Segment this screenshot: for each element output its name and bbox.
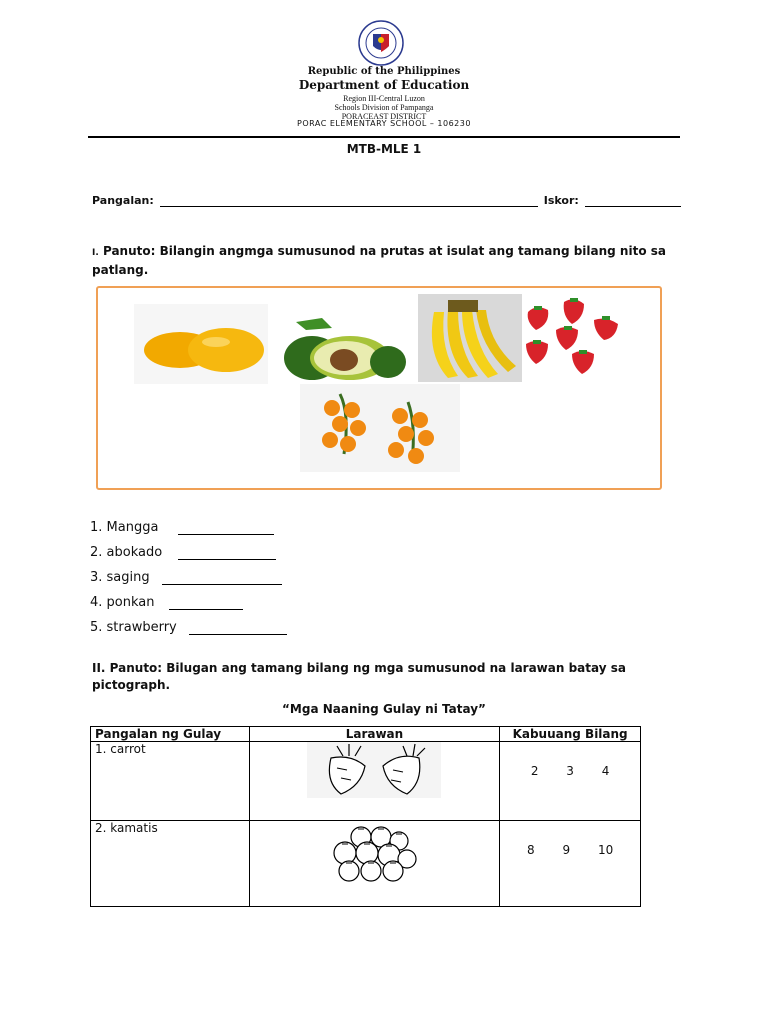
answer-choices [500, 821, 641, 907]
name-label: Pangalan: [92, 194, 154, 207]
choice-option[interactable]: 8 [527, 843, 535, 857]
answer-blank[interactable] [169, 597, 243, 610]
header-picture: Larawan [249, 727, 500, 742]
choice-option[interactable]: 10 [597, 843, 614, 857]
name-blank[interactable] [160, 195, 538, 207]
answer-blank[interactable] [178, 522, 274, 535]
answer-choices [500, 742, 641, 821]
part2-instruction: II. Panuto: Bilugan ang tamang bilang ng mga sumusunod na larawan batay sa pictograph. [92, 661, 626, 692]
choice-option[interactable]: 9 [562, 843, 571, 857]
banana-icon [418, 294, 522, 382]
district-line: PORACEAST DISTRICT [341, 112, 427, 121]
strawberry-icon [522, 294, 622, 382]
ponkan-icon [300, 384, 460, 472]
answer-blank[interactable] [189, 622, 287, 635]
list-item: 1. Mangga [90, 510, 287, 535]
score-label: Iskor: [543, 194, 579, 207]
region-line: Region III-Central Luzon [343, 94, 425, 103]
list-item: 3. saging [90, 560, 287, 585]
mango-icon [134, 304, 268, 384]
answer-blank[interactable] [178, 547, 276, 560]
pictograph-table [90, 726, 641, 907]
vegetable-name: 1. carrot [91, 742, 250, 821]
avocado-icon [276, 316, 408, 384]
header-vegetable-name: Pangalan ng Gulay [91, 727, 250, 742]
list-item: 4. ponkan [90, 585, 287, 610]
table-row [91, 821, 641, 907]
header-rule [88, 136, 680, 138]
division-line: Schools Division of Pampanga [334, 103, 434, 112]
list-item: 5. strawberry [90, 610, 287, 635]
list-item: 2. abokado [90, 535, 287, 560]
subject-title: MTB-MLE 1 [346, 142, 422, 156]
republic-line: Republic of the Philippines [307, 66, 461, 77]
tomato-icon [329, 821, 419, 883]
name-score-row [92, 194, 682, 207]
school-line: PORAC ELEMENTARY SCHOOL – 106230 [297, 119, 471, 128]
pictograph-title: “Mga Naaning Gulay ni Tatay” [282, 702, 486, 716]
deped-seal-icon [358, 20, 404, 66]
carrot-icon [307, 742, 441, 798]
header-total: Kabuuang Bilang [500, 727, 641, 742]
department-line: Department of Education [298, 78, 470, 92]
choice-option[interactable]: 3 [566, 764, 574, 778]
fruit-question-list [90, 510, 287, 635]
score-blank[interactable] [585, 195, 681, 207]
table-row [91, 742, 641, 821]
choice-option[interactable]: 2 [530, 764, 539, 778]
answer-blank[interactable] [162, 572, 282, 585]
part1-instruction: I. Panuto: Bilangin angmga sumusunod na prutas at isulat ang tamang bilang nito sa patlang. [92, 244, 666, 277]
vegetable-name: 2. kamatis [91, 821, 250, 907]
choice-option[interactable]: 4 [601, 764, 610, 778]
table-header-row [91, 727, 641, 742]
